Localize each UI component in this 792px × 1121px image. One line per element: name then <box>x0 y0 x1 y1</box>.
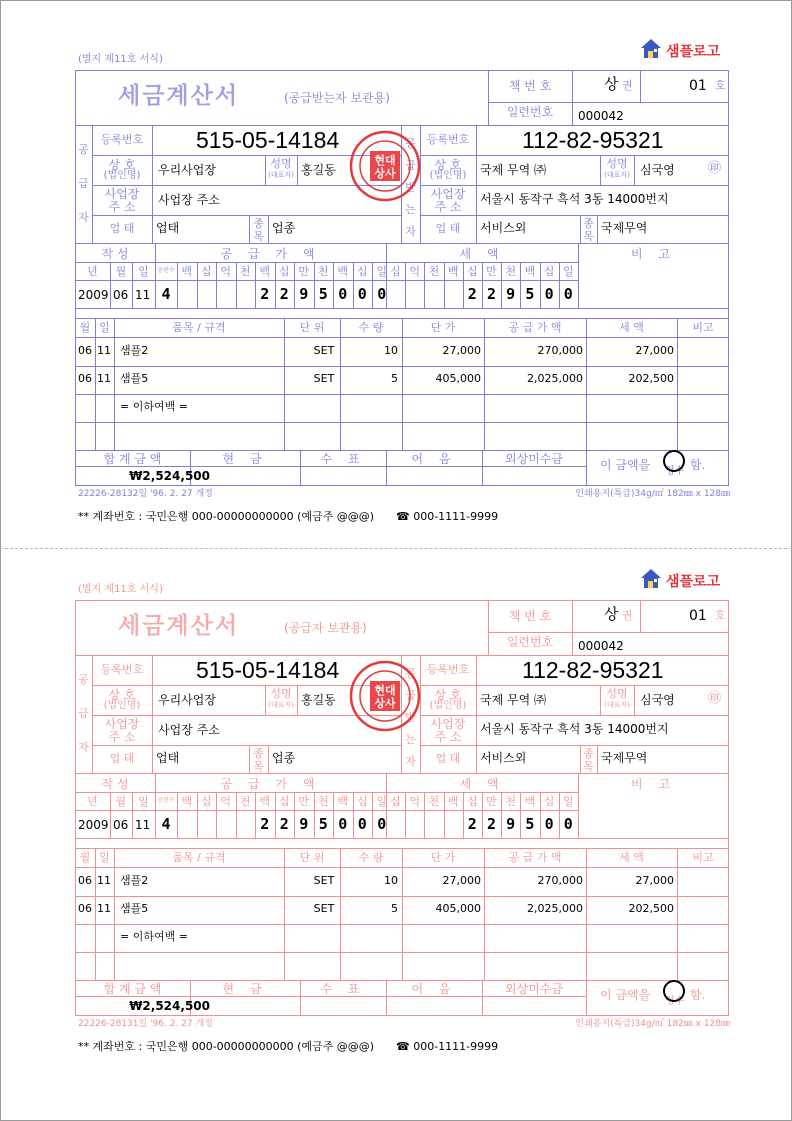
written-label: 작 성 <box>101 247 129 261</box>
item-month: 06 <box>78 372 92 385</box>
phone-number: ☎ 000-1111-9999 <box>396 1040 499 1053</box>
tax-digit: 5 <box>525 815 535 833</box>
total-amount: ₩2,524,500 <box>129 999 210 1013</box>
tax-digit: 0 <box>563 815 573 833</box>
supplier-address-label-2: 주 소 <box>108 200 136 214</box>
date-year: 2009 <box>78 288 109 302</box>
supplier-biz-type: 업태 <box>156 221 180 235</box>
supplier-owner: 홍길동 <box>301 163 336 177</box>
supplier-address-label-1: 사업장 <box>104 187 140 201</box>
serial-number-label: 일련번호 <box>506 635 554 649</box>
tax-unit-label: 십 <box>466 265 478 278</box>
supply-digit: 0 <box>377 815 387 833</box>
paper-spec: 인쇄용지(특급)34g/㎡ 182㎜ x 128㎜ <box>575 489 730 499</box>
receiver-company: 국제 무역 ㈜ <box>480 693 546 707</box>
supply-unit-label: 천 <box>239 795 251 808</box>
tax-digit: 2 <box>486 815 497 833</box>
item-unit: SET <box>313 902 335 915</box>
receiver-side-4: 는 <box>405 203 416 216</box>
item-name: 샘플5 <box>120 902 149 915</box>
supplier-company-sublabel: (법인명) <box>103 170 141 181</box>
form-footer-left: 22226-28132일 '96. 2. 27 개정 <box>78 489 213 499</box>
total-amount-label: 합 계 금 액 <box>103 452 162 466</box>
tax-digit: 2 <box>486 285 497 303</box>
supply-digit: 0 <box>338 815 348 833</box>
year-label: 년 <box>87 795 98 808</box>
supplier-name-label: 성명 <box>270 157 292 170</box>
year-label: 년 <box>87 265 98 278</box>
supply-unit-label: 천 <box>317 265 329 278</box>
supplier-side-2: 급 <box>78 177 89 190</box>
item-name: 샘플2 <box>120 344 149 357</box>
receiver-reg-no: 112-82-95321 <box>522 657 664 683</box>
supply-unit-label: 백 <box>259 795 271 808</box>
supplier-company: 우리사업장 <box>158 693 216 707</box>
month-label: 월 <box>115 265 127 278</box>
item-day: 11 <box>97 372 111 385</box>
serial-number-label: 일련번호 <box>506 105 554 119</box>
receiver-owner: 심국영 <box>640 693 675 707</box>
supplier-side-1: 공 <box>78 673 89 686</box>
supplier-biz-type-label: 업 태 <box>109 222 135 235</box>
supplier-item-label-1: 종 <box>253 217 264 230</box>
tax-unit-label: 일 <box>562 265 574 278</box>
tax-amount-label: 세 액 <box>459 777 505 791</box>
item-qty: 10 <box>384 874 398 887</box>
supplier-owner: 홍길동 <box>301 693 336 707</box>
receiver-reg-label: 등록번호 <box>426 133 470 146</box>
receipt-checkmark-circle <box>663 450 685 472</box>
book-ho: 01 <box>689 608 707 624</box>
supply-digit: 9 <box>299 815 309 833</box>
receiver-address: 서울시 동작구 흑석 3동 14000번지 <box>480 192 669 206</box>
supply-digit: 0 <box>357 285 367 303</box>
bill-label: 어 음 <box>411 982 457 996</box>
item-unit-header: 단 위 <box>299 851 325 864</box>
item-unit-header: 단 위 <box>299 321 325 334</box>
supply-digit: 0 <box>377 285 387 303</box>
receipt-text-a: 이 금액을 <box>600 458 651 472</box>
item-month-header: 월 <box>79 851 91 864</box>
receiver-side-5: 자 <box>405 225 416 238</box>
receiver-side-3: 받 <box>405 181 416 194</box>
receiver-side-2: 급 <box>405 689 416 702</box>
supply-unit-label: 만 <box>298 795 310 808</box>
house-icon <box>640 568 662 590</box>
item-price: 405,000 <box>435 902 481 915</box>
cash-label: 현 금 <box>222 982 268 996</box>
supply-unit-label: 백 <box>259 265 271 278</box>
book-volume: 상 <box>604 75 619 93</box>
item-tax: 202,500 <box>628 372 674 385</box>
item-price: 27,000 <box>442 874 481 887</box>
tax-unit-label: 십 <box>543 795 555 808</box>
phone-number: ☎ 000-1111-9999 <box>396 510 499 523</box>
tax-unit-label: 천 <box>428 265 440 278</box>
receiver-side-1: 공 <box>405 137 416 150</box>
stamp-line-1: 현대 <box>374 154 396 167</box>
item-price-header: 단 가 <box>430 851 456 864</box>
note-label: 비 고 <box>631 247 676 261</box>
bank-account-note: ** 계좌번호 : 국민은행 000-00000000000 (예금주 @@@) <box>78 510 375 523</box>
blank-count: 4 <box>161 285 171 303</box>
supplier-biz-item: 업종 <box>272 751 296 765</box>
supplier-biz-type: 업태 <box>156 751 180 765</box>
form-footer-left: 22226-28131일 '96. 2. 27 개정 <box>78 1019 213 1029</box>
check-label: 수 표 <box>320 452 366 466</box>
receiver-biz-type-label: 업 태 <box>435 752 461 765</box>
item-name: = 이하여백 = <box>120 930 188 943</box>
receiver-address-label-2: 주 소 <box>434 730 462 744</box>
logo-text: 샘플로고 <box>666 574 721 590</box>
receiver-biz-item: 국제무역 <box>601 221 648 235</box>
supplier-address: 사업장 주소 <box>158 723 220 737</box>
tax-digit: 0 <box>544 815 554 833</box>
receiver-name-label: 성명 <box>606 687 628 700</box>
logo <box>640 568 732 590</box>
seal-mark: ㊞ <box>708 161 722 176</box>
note-label: 비 고 <box>631 777 676 791</box>
month-label: 월 <box>115 795 127 808</box>
serial-number: 000042 <box>578 639 624 653</box>
receiver-name-label: 성명 <box>606 157 628 170</box>
supply-digit: 2 <box>260 815 270 833</box>
item-month: 06 <box>78 874 92 887</box>
item-supply-header: 공 급 가 액 <box>508 851 562 864</box>
item-day: 11 <box>97 874 111 887</box>
tax-unit-label: 백 <box>447 795 459 808</box>
ho-label: 호 <box>715 79 726 92</box>
supply-unit-label: 십 <box>278 265 290 278</box>
tax-digit: 0 <box>563 285 573 303</box>
supplier-reg-label: 등록번호 <box>100 133 144 146</box>
form-title: 세금계산서 <box>118 83 240 109</box>
receiver-address-label-1: 사업장 <box>430 187 466 201</box>
cash-label: 현 금 <box>222 452 268 466</box>
supplier-company-label: 상 호 <box>108 158 136 172</box>
tax-unit-label: 십 <box>390 795 401 808</box>
form-subtitle: (공급받는자 보관용) <box>284 91 390 105</box>
receiver-company-sublabel: (법인명) <box>429 700 467 711</box>
receiver-side-2: 급 <box>405 159 416 172</box>
receiver-item-label-1: 종 <box>583 217 594 230</box>
date-month: 06 <box>113 288 129 302</box>
item-name-header: 품목 / 규격 <box>172 851 226 864</box>
tax-digit: 9 <box>506 815 516 833</box>
day-label: 일 <box>138 795 149 808</box>
ho-label: 호 <box>715 609 726 622</box>
tax-digit: 0 <box>544 285 554 303</box>
receipt-mid: 영수 <box>665 466 685 477</box>
supplier-company-label: 상 호 <box>108 688 136 702</box>
tax-unit-label: 만 <box>486 265 497 278</box>
receipt-text-b: 함. <box>690 988 706 1002</box>
receiver-address: 서울시 동작구 흑석 3동 14000번지 <box>480 722 669 736</box>
item-month-header: 월 <box>79 321 91 334</box>
item-qty-header: 수 량 <box>358 851 384 864</box>
item-tax: 202,500 <box>628 902 674 915</box>
written-label: 작 성 <box>101 777 129 791</box>
supply-digit: 9 <box>299 285 309 303</box>
supply-digit: 0 <box>357 815 367 833</box>
item-name: 샘플5 <box>120 372 149 385</box>
paper-spec: 인쇄용지(특급)34g/㎡ 182㎜ x 128㎜ <box>575 1019 730 1029</box>
supply-unit-label: 천 <box>239 265 251 278</box>
supply-unit-label: 만 <box>298 265 310 278</box>
receiver-address-label-2: 주 소 <box>434 200 462 214</box>
receiver-owner: 심국영 <box>640 163 675 177</box>
supplier-side-2: 급 <box>78 707 89 720</box>
book-number-label: 책 번 호 <box>508 609 552 623</box>
item-day-header: 일 <box>99 851 110 864</box>
supplier-item-label-2: 목 <box>253 760 264 773</box>
receiver-reg-no: 112-82-95321 <box>522 127 664 153</box>
item-tax-header: 세 액 <box>619 321 644 334</box>
supplier-address-label-1: 사업장 <box>104 717 140 731</box>
item-month: 06 <box>78 344 92 357</box>
item-name-header: 품목 / 규격 <box>172 321 226 334</box>
tax-unit-label: 십 <box>466 795 478 808</box>
receiver-item-label-2: 목 <box>583 230 594 243</box>
supplier-address-label-2: 주 소 <box>108 730 136 744</box>
stamp-line-2: 상사 <box>374 697 396 710</box>
item-name: = 이하여백 = <box>120 400 188 413</box>
stamp-line-1: 현대 <box>374 684 396 697</box>
gwon-label: 권 <box>622 79 633 92</box>
seal-mark: ㊞ <box>708 691 722 706</box>
item-supply: 270,000 <box>537 344 583 357</box>
stamp-line-2: 상사 <box>374 167 396 180</box>
supplier-reg-label: 등록번호 <box>100 663 144 676</box>
item-unit: SET <box>313 372 335 385</box>
supplier-item-label-2: 목 <box>253 230 264 243</box>
tax-unit-label: 천 <box>505 795 516 808</box>
tax-amount-label: 세 액 <box>459 247 505 261</box>
tax-invoice-form-blue <box>0 0 792 540</box>
receipt-checkmark-circle <box>663 980 685 1002</box>
book-volume: 상 <box>604 605 619 623</box>
supply-unit-label: 백 <box>337 265 349 278</box>
supplier-company: 우리사업장 <box>158 163 216 177</box>
item-qty: 5 <box>391 372 398 385</box>
check-label: 수 표 <box>320 982 366 996</box>
receiver-biz-type-label: 업 태 <box>435 222 461 235</box>
receiver-side-3: 받 <box>405 711 416 724</box>
form-title: 세금계산서 <box>118 613 240 639</box>
bill-label: 어 음 <box>411 452 457 466</box>
supplier-item-label-1: 종 <box>253 747 264 760</box>
gwon-label: 권 <box>622 609 633 622</box>
logo-text: 샘플로고 <box>666 44 721 60</box>
receiver-company-label: 상 호 <box>434 688 462 702</box>
receipt-text-b: 함. <box>690 458 706 472</box>
item-qty-header: 수 량 <box>358 321 384 334</box>
supplier-reg-no: 515-05-14184 <box>196 657 340 683</box>
receiver-address-label-1: 사업장 <box>430 717 466 731</box>
tax-digit: 2 <box>467 815 477 833</box>
item-supply: 270,000 <box>537 874 583 887</box>
supply-unit-label: 천 <box>317 795 329 808</box>
supplier-address: 사업장 주소 <box>158 193 220 207</box>
receiver-company: 국제 무역 ㈜ <box>480 163 546 177</box>
bank-account-note: ** 계좌번호 : 국민은행 000-00000000000 (예금주 @@@) <box>78 1040 375 1053</box>
form-subtitle: (공급자 보관용) <box>284 621 367 635</box>
item-price-header: 단 가 <box>430 321 456 334</box>
supply-unit-label: 백 <box>181 795 193 808</box>
supplier-name-sublabel: (대표자) <box>268 701 294 709</box>
tax-unit-label: 십 <box>390 265 401 278</box>
supply-unit-label: 십 <box>200 265 212 278</box>
tax-unit-label: 억 <box>409 795 420 808</box>
item-unit: SET <box>313 344 335 357</box>
supplier-side-1: 공 <box>78 143 89 156</box>
blanks-label: 공란수 <box>157 797 175 804</box>
supply-unit-label: 억 <box>220 265 232 278</box>
supply-unit-label: 백 <box>337 795 349 808</box>
item-supply: 2,025,000 <box>527 372 583 385</box>
receiver-item-label-1: 종 <box>583 747 594 760</box>
company-stamp <box>349 130 421 202</box>
blanks-label: 공란수 <box>157 267 175 274</box>
item-unit: SET <box>313 874 335 887</box>
total-amount-label: 합 계 금 액 <box>103 982 162 996</box>
item-day: 11 <box>97 344 111 357</box>
receipt-mid: 영수 <box>665 996 685 1007</box>
receiver-side-5: 자 <box>405 755 416 768</box>
item-qty: 5 <box>391 902 398 915</box>
supplier-name-label: 성명 <box>270 687 292 700</box>
book-number-label: 책 번 호 <box>508 79 552 93</box>
form-number: (별지 제11호 서식) <box>78 584 163 595</box>
item-day-header: 일 <box>99 321 110 334</box>
supplier-company-sublabel: (법인명) <box>103 700 141 711</box>
company-stamp <box>349 660 421 732</box>
form-number: (별지 제11호 서식) <box>78 54 163 65</box>
supply-digit: 2 <box>279 285 289 303</box>
serial-number: 000042 <box>578 109 624 123</box>
item-qty: 10 <box>384 344 398 357</box>
item-name: 샘플2 <box>120 874 149 887</box>
supply-unit-label: 일 <box>376 265 388 278</box>
receiver-name-sublabel: (대표자) <box>604 701 630 709</box>
tax-unit-label: 백 <box>524 265 536 278</box>
supply-amount-label: 공 급 가 액 <box>220 247 321 261</box>
supplier-side-3: 자 <box>78 741 89 754</box>
supply-unit-label: 십 <box>356 795 368 808</box>
supply-unit-label: 십 <box>278 795 290 808</box>
tax-unit-label: 백 <box>447 265 459 278</box>
tax-unit-label: 십 <box>543 265 555 278</box>
supply-unit-label: 십 <box>200 795 212 808</box>
supply-digit: 2 <box>279 815 289 833</box>
tax-unit-label: 만 <box>486 795 497 808</box>
supplier-name-sublabel: (대표자) <box>268 171 294 179</box>
date-day: 11 <box>135 288 151 302</box>
supply-amount-label: 공 급 가 액 <box>220 777 321 791</box>
receiver-biz-item: 국제무역 <box>601 751 648 765</box>
item-tax: 27,000 <box>635 344 674 357</box>
tax-digit: 9 <box>506 285 516 303</box>
day-label: 일 <box>138 265 149 278</box>
item-supply: 2,025,000 <box>527 902 583 915</box>
book-ho: 01 <box>689 78 707 94</box>
item-price: 27,000 <box>442 344 481 357</box>
tax-digit: 5 <box>525 285 535 303</box>
house-icon <box>640 38 662 60</box>
blank-count: 4 <box>161 815 171 833</box>
item-supply-header: 공 급 가 액 <box>508 321 562 334</box>
date-month: 06 <box>113 818 129 832</box>
supply-unit-label: 십 <box>356 265 368 278</box>
receiver-item-label-2: 목 <box>583 760 594 773</box>
item-note-header: 비고 <box>692 851 714 864</box>
supplier-side-3: 자 <box>78 211 89 224</box>
date-year: 2009 <box>78 818 109 832</box>
receiver-name-sublabel: (대표자) <box>604 171 630 179</box>
supply-digit: 5 <box>318 285 328 303</box>
tax-unit-label: 천 <box>505 265 516 278</box>
supply-unit-label: 억 <box>220 795 232 808</box>
total-amount: ₩2,524,500 <box>129 469 210 483</box>
supplier-biz-type-label: 업 태 <box>109 752 135 765</box>
supplier-reg-no: 515-05-14184 <box>196 127 340 153</box>
tax-invoice-form-red <box>0 530 792 1070</box>
supply-digit: 2 <box>260 285 270 303</box>
supply-digit: 0 <box>338 285 348 303</box>
item-month: 06 <box>78 902 92 915</box>
tax-unit-label: 억 <box>409 265 420 278</box>
receiver-company-label: 상 호 <box>434 158 462 172</box>
tax-unit-label: 백 <box>524 795 536 808</box>
supply-unit-label: 백 <box>181 265 193 278</box>
receiver-biz-type: 서비스외 <box>480 221 527 235</box>
item-tax: 27,000 <box>635 874 674 887</box>
receipt-text-a: 이 금액을 <box>600 988 651 1002</box>
tax-unit-label: 일 <box>562 795 574 808</box>
receiver-side-1: 공 <box>405 667 416 680</box>
date-day: 11 <box>135 818 151 832</box>
tax-unit-label: 천 <box>428 795 440 808</box>
supply-unit-label: 일 <box>376 795 388 808</box>
item-note-header: 비고 <box>692 321 714 334</box>
supply-digit: 5 <box>318 815 328 833</box>
credit-label: 외상미수금 <box>505 452 563 466</box>
receiver-side-4: 는 <box>405 733 416 746</box>
supplier-biz-item: 업종 <box>272 221 296 235</box>
item-price: 405,000 <box>435 372 481 385</box>
receiver-reg-label: 등록번호 <box>426 663 470 676</box>
logo <box>640 38 732 60</box>
receiver-biz-type: 서비스외 <box>480 751 527 765</box>
item-day: 11 <box>97 902 111 915</box>
tax-digit: 2 <box>467 285 477 303</box>
item-tax-header: 세 액 <box>619 851 644 864</box>
receiver-company-sublabel: (법인명) <box>429 170 467 181</box>
credit-label: 외상미수금 <box>505 982 563 996</box>
